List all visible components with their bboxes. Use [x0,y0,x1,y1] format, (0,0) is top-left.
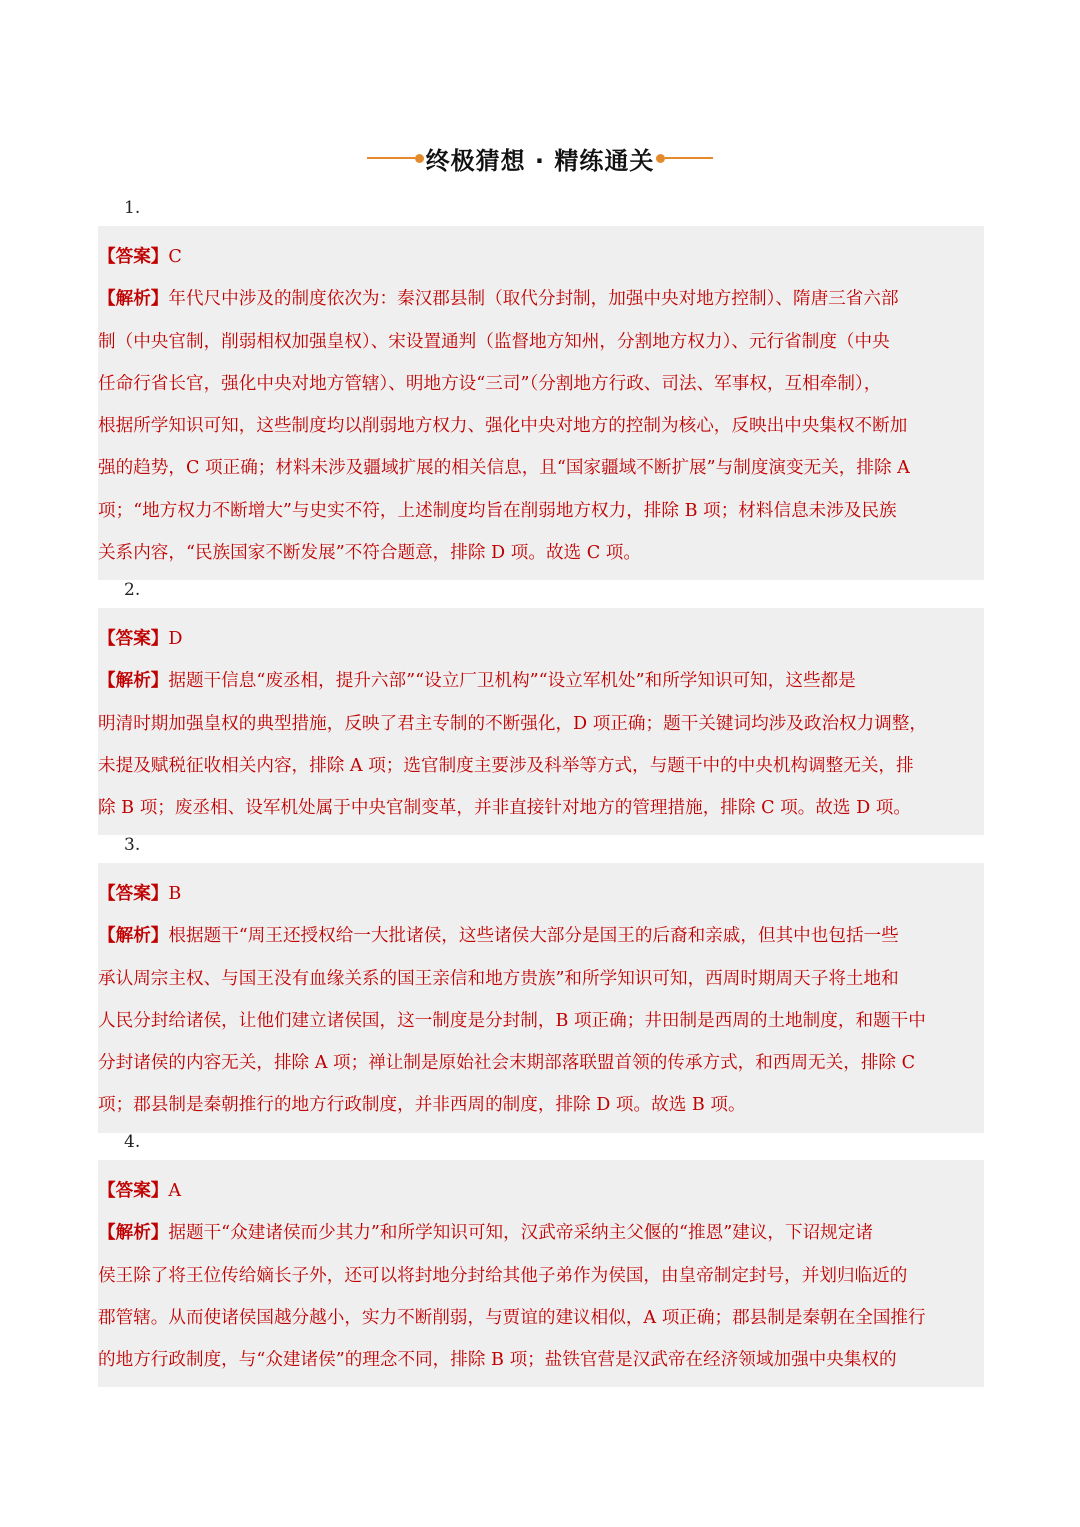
title-left-dot [415,154,424,163]
answer-block [98,1160,984,1387]
analysis-line: 郡管辖。从而使诸侯国越分越小，实力不断削弱，与贾谊的建议相似，A 项正确；郡县制是秦朝在全国推行 [98,1307,926,1328]
analysis-line: 未提及赋税征收相关内容，排除 A 项；选官制度主要涉及科举等方式，与题干中的中央机构调整无关，排 [98,755,914,776]
question-number: 3. [124,835,141,855]
analysis-line [98,915,984,957]
analysis-line: 承认周宗主权、与国王没有血缘关系的国王亲信和地方贵族”和所学知识可知，西周时期周天子将土地和 [98,968,899,989]
section-title [0,140,1080,176]
page-title: 终极猜想 · 精练通关 [425,146,655,175]
answer-line [98,1170,984,1212]
analysis-line: 除 B 项；废丞相、设军机处属于中央官制变革，并非直接针对地方的管理措施，排除 C 项。故选 D 项。 [98,798,911,819]
answer-line [98,873,984,915]
question-number: 4. [124,1132,141,1152]
answer-block [98,608,984,835]
analysis-text: 年代尺中涉及的制度依次为：秦汉郡县制（取代分封制，加强中央对地方控制）、隋唐三省六部 [168,289,899,310]
answer-tag: 【答案】 [98,246,169,267]
analysis-text: 根据题干“周王还授权给一大批诸侯，这些诸侯大部分是国王的后裔和亲戚，但其中也包括一些 [168,926,899,947]
analysis-line: 明清时期加强皇权的典型措施，反映了君主专制的不断强化，D 项正确；题干关键词均涉及政治权力调整， [98,713,928,734]
title-right-line [665,157,713,159]
analysis-line: 强的趋势，C 项正确；材料未涉及疆域扩展的相关信息，且“国家疆域不断扩展”与制度演变无关，排除 A [98,458,910,479]
analysis-line: 关系内容，“民族国家不断发展”不符合题意，排除 D 项。故选 C 项。 [98,543,641,564]
answer-value: D [168,629,183,649]
analysis-line: 项；郡县制是秦朝推行的地方行政制度，并非西周的制度，排除 D 项。故选 B 项。 [98,1095,746,1116]
answer-value: B [168,884,182,904]
title-left-line [367,157,415,159]
analysis-tag: 【解析】 [98,670,169,692]
analysis-tag: 【解析】 [98,1222,169,1244]
analysis-line: 项；“地方权力不断增大”与史实不符，上述制度均旨在削弱地方权力，排除 B 项；材料信息未涉及民族 [98,500,897,521]
answer-block [98,226,984,580]
answer-line [98,236,984,278]
answer-line [98,618,984,660]
analysis-line: 侯王除了将王位传给嫡长子外，还可以将封地分封给其他子弟作为侯国，由皇帝制定封号，并划归临近的 [98,1265,908,1286]
analysis-tag: 【解析】 [98,288,169,310]
analysis-text: 据题干信息“废丞相，提升六部”“设立厂卫机构”“设立军机处”和所学知识可知，这些都是 [168,671,856,692]
answer-value: A [168,1181,182,1201]
analysis-line: 任命行省长官，强化中央对地方管辖）、明地方设“三司”（分割地方行政、司法、军事权，互相牵制）， [98,373,882,394]
analysis-text: 据题干“众建诸侯而少其力”和所学知识可知，汉武帝采纳主父偃的“推恩”建议，下诏规定诸 [168,1223,873,1244]
question-number: 1. [124,198,141,218]
title-right-dot [656,154,665,163]
analysis-line [98,1212,984,1254]
answer-value: C [168,247,182,267]
analysis-line: 根据所学知识可知，这些制度均以削弱地方权力、强化中央对地方的控制为核心，反映出中央集权不断加 [98,416,908,437]
answer-tag: 【答案】 [98,628,169,649]
analysis-line: 人民分封给诸侯，让他们建立诸侯国，这一制度是分封制，B 项正确；井田制是西周的土地制度，和题干中 [98,1010,926,1031]
answer-block [98,863,984,1133]
answer-tag: 【答案】 [98,883,169,904]
analysis-line: 的地方行政制度，与“众建诸侯”的理念不同，排除 B 项；盐铁官营是汉武帝在经济领域加强中央集权的 [98,1350,897,1371]
question-number: 2. [124,580,141,600]
analysis-tag: 【解析】 [98,925,169,947]
analysis-line [98,278,984,320]
analysis-line [98,660,984,702]
answer-tag: 【答案】 [98,1180,169,1201]
analysis-line: 制（中央官制，削弱相权加强皇权）、宋设置通判（监督地方知州，分割地方权力）、元行省制度（中央 [98,331,890,352]
analysis-line: 分封诸侯的内容无关，排除 A 项；禅让制是原始社会末期部落联盟首领的传承方式，和西周无关，排除 C [98,1053,916,1074]
